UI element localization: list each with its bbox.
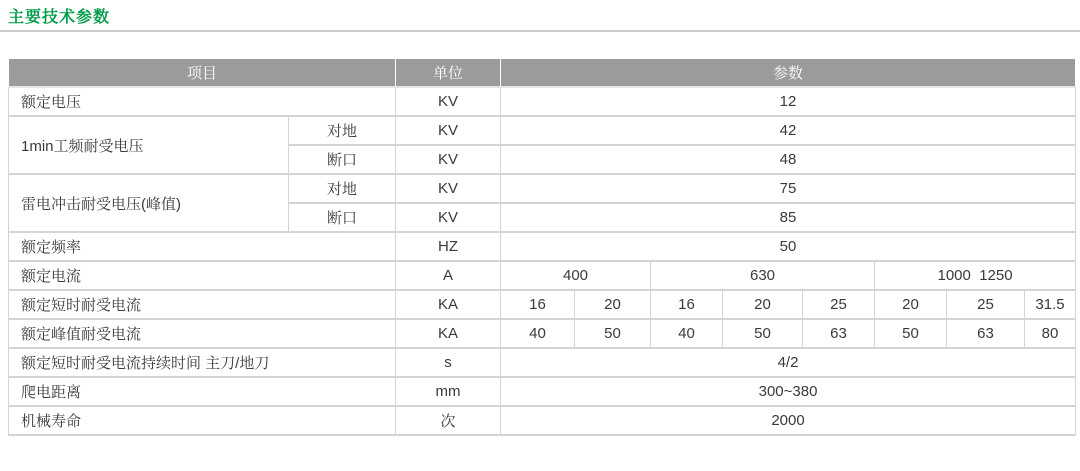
title-divider <box>0 30 1080 32</box>
table-row-creepage-distance <box>9 377 1076 406</box>
param-value: 1000 1250 <box>875 261 1076 290</box>
table-row-rated-voltage <box>9 87 1076 116</box>
item-label: 雷电冲击耐受电压(峰值) <box>9 174 289 232</box>
param-value: 42 <box>501 116 1076 145</box>
item-sub-label: 对地 <box>289 116 396 145</box>
table-row-mechanical-life <box>9 406 1076 435</box>
param-value: 50 <box>875 319 947 348</box>
unit-value: KV <box>396 145 501 174</box>
param-value: 50 <box>575 319 651 348</box>
param-value: 12 <box>501 87 1076 116</box>
unit-value: KV <box>396 174 501 203</box>
param-value: 63 <box>803 319 875 348</box>
unit-value: s <box>396 348 501 377</box>
item-sub-label: 断口 <box>289 145 396 174</box>
item-label: 额定短时耐受电流持续时间 主刀/地刀 <box>9 348 396 377</box>
param-value: 20 <box>575 290 651 319</box>
item-label: 额定电流 <box>9 261 396 290</box>
item-label: 爬电距离 <box>9 377 396 406</box>
table-row-rated-frequency <box>9 232 1076 261</box>
param-value: 20 <box>875 290 947 319</box>
param-value: 300~380 <box>501 377 1076 406</box>
table-row-power-freq-ground <box>9 116 1076 145</box>
unit-value: KV <box>396 203 501 232</box>
unit-value: HZ <box>396 232 501 261</box>
item-sub-label: 对地 <box>289 174 396 203</box>
page-title: 主要技术参数 <box>8 9 111 26</box>
param-value: 40 <box>651 319 723 348</box>
table-row-rated-current <box>9 261 1076 290</box>
param-value: 40 <box>501 319 575 348</box>
table-row-current-duration <box>9 348 1076 377</box>
item-label: 额定短时耐受电流 <box>9 290 396 319</box>
param-value: 16 <box>501 290 575 319</box>
item-label: 额定电压 <box>9 87 396 116</box>
unit-value: KV <box>396 87 501 116</box>
param-value: 2000 <box>501 406 1076 435</box>
item-label: 额定峰值耐受电流 <box>9 319 396 348</box>
param-value: 85 <box>501 203 1076 232</box>
header-item: 项目 <box>9 59 396 87</box>
param-value: 630 <box>651 261 875 290</box>
param-value: 400 <box>501 261 651 290</box>
table-row-lightning-ground <box>9 174 1076 203</box>
param-value: 25 <box>803 290 875 319</box>
param-value: 75 <box>501 174 1076 203</box>
param-value: 20 <box>723 290 803 319</box>
item-label: 1min工频耐受电压 <box>9 116 289 174</box>
param-value: 31.5 <box>1025 290 1076 319</box>
item-label: 额定频率 <box>9 232 396 261</box>
table-row-peak-current <box>9 319 1076 348</box>
header-param: 参数 <box>501 59 1076 87</box>
unit-value: mm <box>396 377 501 406</box>
table-header-row <box>9 59 1076 87</box>
param-value: 50 <box>723 319 803 348</box>
unit-value: KA <box>396 319 501 348</box>
unit-value: A <box>396 261 501 290</box>
param-value: 63 <box>947 319 1025 348</box>
header-unit: 单位 <box>396 59 501 87</box>
param-value: 25 <box>947 290 1025 319</box>
unit-value: 次 <box>396 406 501 435</box>
table-row-short-time-current <box>9 290 1076 319</box>
param-value: 16 <box>651 290 723 319</box>
unit-value: KV <box>396 116 501 145</box>
tech-params-table <box>8 59 1076 436</box>
param-value: 48 <box>501 145 1076 174</box>
unit-value: KA <box>396 290 501 319</box>
param-value: 4/2 <box>501 348 1076 377</box>
item-sub-label: 断口 <box>289 203 396 232</box>
param-value: 80 <box>1025 319 1076 348</box>
param-value: 50 <box>501 232 1076 261</box>
item-label: 机械寿命 <box>9 406 396 435</box>
